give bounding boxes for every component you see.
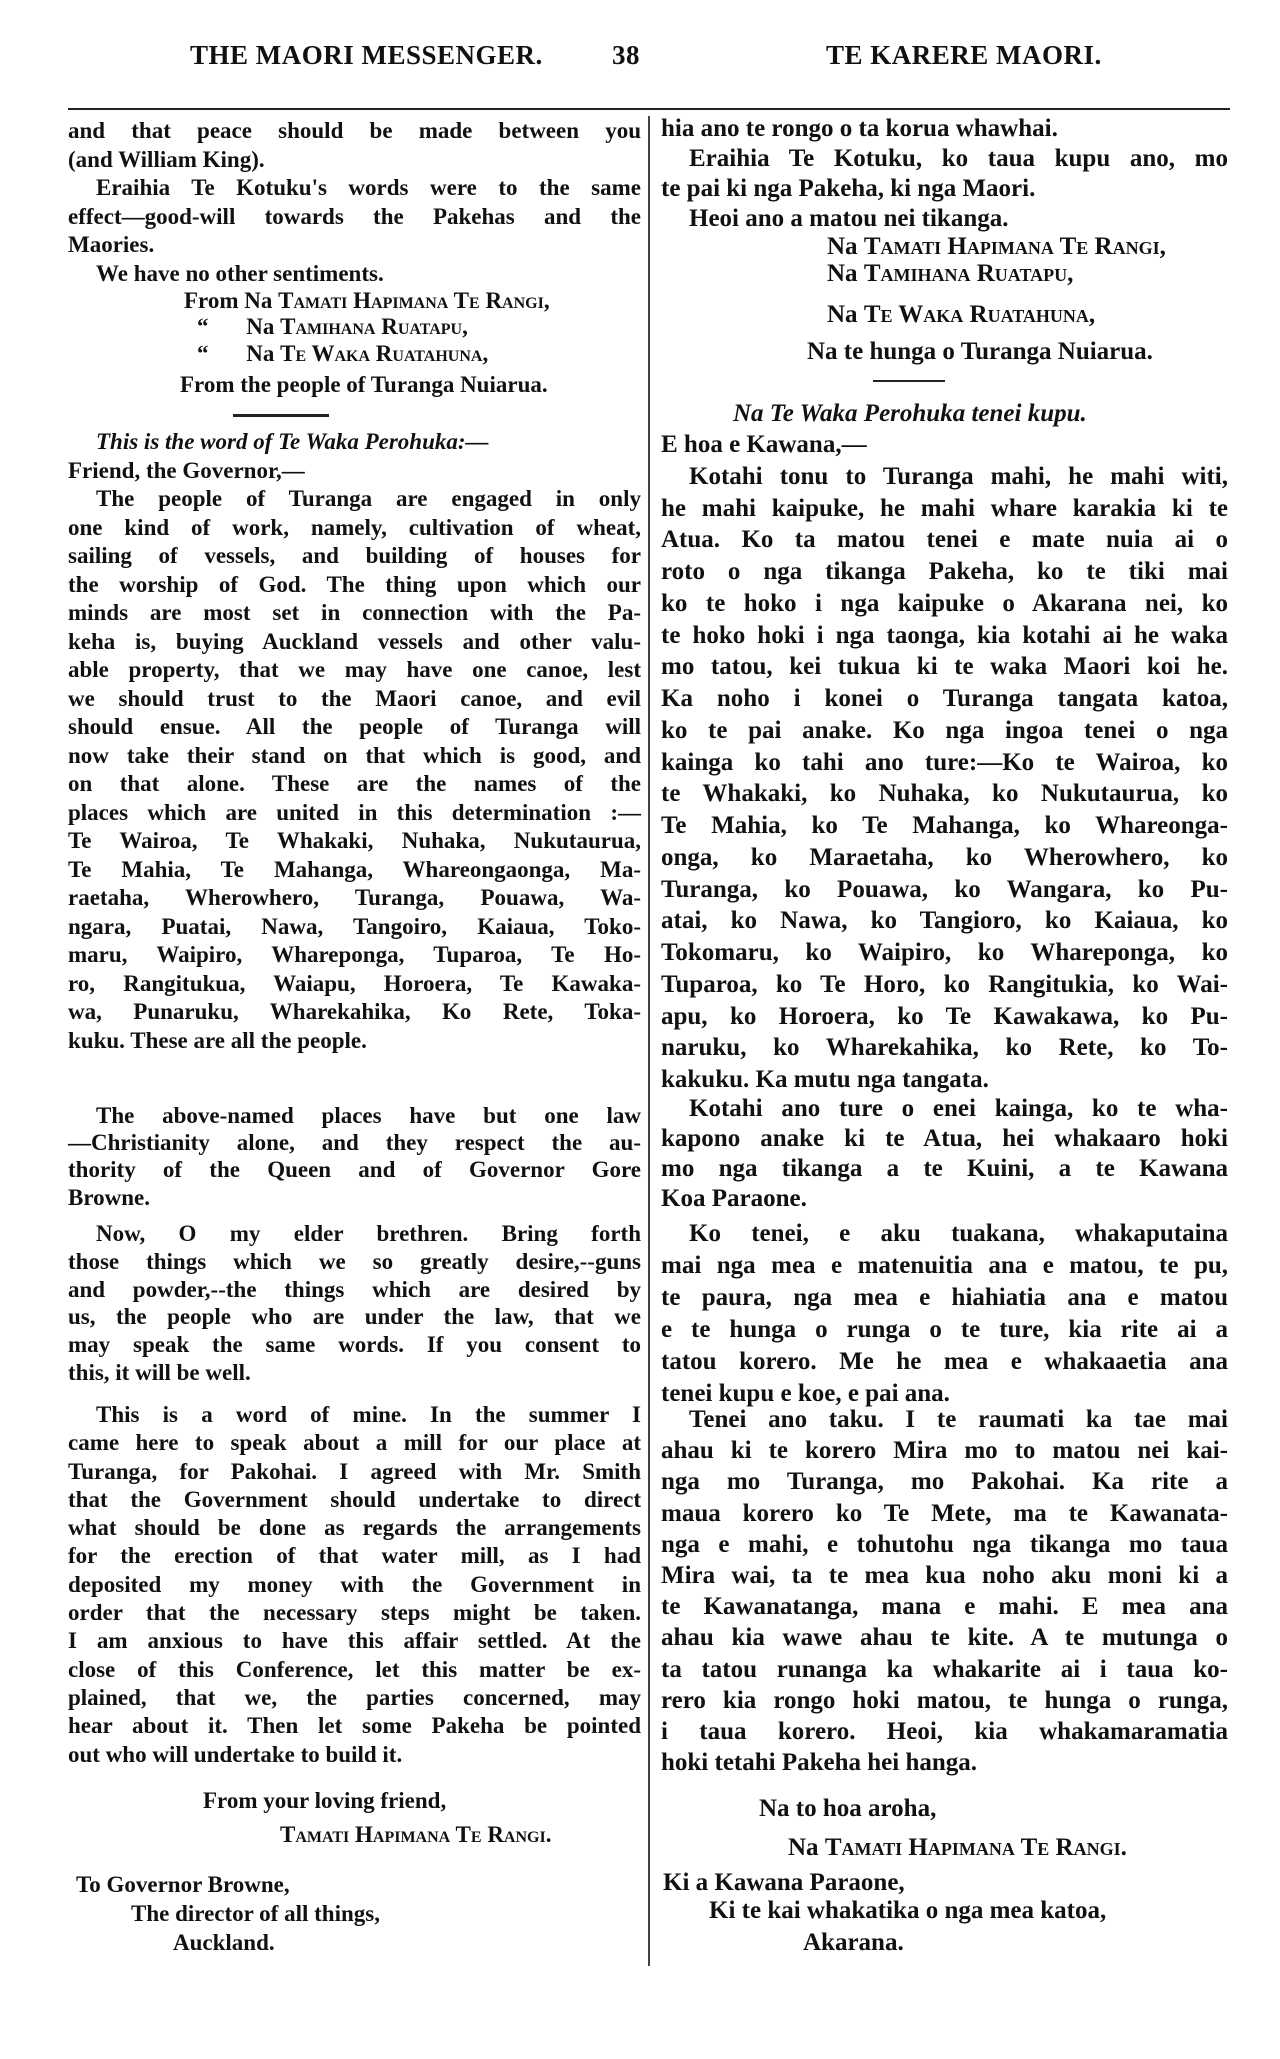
signature-name: Tamihana Ruatapu, xyxy=(280,314,468,339)
text-line: Kotahi tonu to Turanga mahi, he mahi witi, xyxy=(689,462,1228,490)
signature-prefix: From Na xyxy=(184,288,273,313)
text-line: raetaha, Wherowhero, Turanga, Pouawa, Wa- xyxy=(68,885,641,910)
text-line: what should be done as regards the arrangements xyxy=(68,1515,641,1541)
text-line: he mahi kaipuke, he mahi whare karakia ki te xyxy=(661,494,1228,522)
left-signature-2 xyxy=(197,313,468,341)
left-address-2: The director of all things, xyxy=(131,1901,380,1926)
text-line: Mira wai, ta te mea kua noho aku moni ki a xyxy=(661,1562,1228,1590)
paragraph xyxy=(68,485,641,1055)
text-line: came here to speak about a mill for our place at xyxy=(68,1430,641,1456)
text-line: The people of Turanga are engaged in only xyxy=(96,486,641,511)
text-line: maua korero ko Te Mete, ma te Kawanata- xyxy=(661,1499,1228,1527)
text-line: Tenei ano taku. I te raumati ka tae mai xyxy=(689,1406,1228,1433)
text-line: hear about it. Then let some Pakeha be pointed xyxy=(68,1713,641,1739)
right-section-2 xyxy=(661,429,1228,1096)
text-line: out who will undertake to build it. xyxy=(68,1741,403,1767)
text-line: Turanga, for Pakohai. I agreed with Mr. Smith xyxy=(68,1458,641,1484)
left-section-3 xyxy=(68,1102,641,1211)
right-section-5 xyxy=(661,1404,1228,1778)
text-line: ro, Rangitukua, Waiapu, Horoera, Te Kawaka- xyxy=(68,970,641,996)
text-line: and that peace should be made between you xyxy=(68,118,641,143)
text-line: ahau kia wawe ahau te kite. A te mutunga o xyxy=(661,1624,1228,1652)
right-signature-1 xyxy=(827,233,1166,261)
text-line: nga mo Turanga, mo Pakohai. Ka rite a xyxy=(661,1468,1228,1496)
text-line: e te hunga o runga o te ture, kia rite ai a xyxy=(661,1316,1228,1343)
text-line: that the Government should undertake to direct xyxy=(68,1486,641,1512)
paragraph xyxy=(661,1404,1228,1778)
text-line: one kind of work, namely, cultivation of wheat, xyxy=(68,514,641,540)
text-line: we should trust to the Maori canoe, and evil xyxy=(68,685,641,711)
text-line: Te Wairoa, Te Whakaki, Nuhaka, Nukutaurua, xyxy=(68,828,641,853)
left-signature-1 xyxy=(184,287,550,315)
text-line: This is the word of Te Waka Perohuka:— xyxy=(96,429,489,454)
text-line: Tokomaru, ko Waipiro, ko Whareponga, ko xyxy=(661,939,1228,966)
paragraph xyxy=(661,1094,1228,1214)
text-line: te Whakaki, ko Nuhaka, ko Nukutaurua, ko xyxy=(661,780,1228,808)
text-line: wa, Punaruku, Wharekahika, Ko Rete, Toka- xyxy=(68,999,641,1024)
right-section-1 xyxy=(661,114,1228,234)
text-line: ta tatou runanga ka whakarite ai i taua ko- xyxy=(661,1655,1228,1683)
text-line: us, the people who are under the law, that we xyxy=(68,1304,641,1330)
paragraph xyxy=(68,428,641,457)
left-address-3: Auckland. xyxy=(173,1930,275,1955)
text-line: i taua korero. Heoi, kia whakamaramatia xyxy=(661,1718,1228,1746)
text-line: naruku, ko Wharekahika, ko Rete, ko To- xyxy=(661,1034,1228,1062)
signature-prefix: Na xyxy=(246,314,275,339)
text-line: rero kia rongo hoki matou, te hunga o runga, xyxy=(661,1686,1228,1714)
page-number: 38 xyxy=(612,40,640,70)
right-address-1: Ki a Kawana Paraone, xyxy=(663,1869,905,1896)
text-line: Tuparoa, ko Te Horo, ko Rangitukia, ko Wai- xyxy=(661,970,1228,998)
text-line: sailing of vessels, and building of houses for xyxy=(68,543,641,568)
paragraph xyxy=(68,1102,641,1211)
text-line: now take their stand on that which is good, and xyxy=(68,742,641,768)
text-line: maru, Waipiro, Whareponga, Tuparoa, Te Ho- xyxy=(68,942,641,967)
text-line: kuku. These are all the people. xyxy=(68,1027,367,1053)
right-signature-2 xyxy=(827,260,1073,288)
text-line: Heoi ano a matou nei tikanga. xyxy=(689,205,1009,232)
right-signer xyxy=(788,1834,1127,1862)
text-line: Ko tenei, e aku tuakana, whakaputaina xyxy=(689,1220,1228,1247)
text-line: —Christianity alone, and they respect the au- xyxy=(68,1130,641,1156)
text-line: Ka noho i konei o Turanga tangata katoa, xyxy=(661,685,1228,712)
signature-prefix: Na xyxy=(827,301,858,328)
text-line: te paura, nga mea e hiahiatia ana e matou xyxy=(661,1284,1228,1311)
text-line: keha is, buying Auckland vessels and other valu- xyxy=(68,628,641,654)
signature-name: Te Waka Ruatahuna, xyxy=(863,301,1096,328)
paragraph xyxy=(68,457,641,486)
text-line: close of this Conference, let this matter be ex- xyxy=(68,1656,641,1682)
text-line: effect—good-will towards the Pakehas and the xyxy=(68,203,641,229)
text-line: Kotahi ano ture o enei kainga, ko te wha- xyxy=(689,1095,1228,1122)
text-line: E hoa e Kawana,— xyxy=(661,431,867,458)
signer-name: Tamati Hapimana Te Rangi. xyxy=(824,1834,1127,1861)
text-line: nga e mahi, e tohutohu nga tikanga mo taua xyxy=(661,1530,1228,1558)
text-line: Eraihia Te Kotuku, ko taua kupu ano, mo xyxy=(689,145,1228,172)
ditto-mark: “ xyxy=(197,314,209,339)
text-line: for the erection of that water mill, as I had xyxy=(68,1543,641,1569)
text-line: places which are united in this determination :— xyxy=(68,799,641,825)
right-valediction: Na to hoa aroha, xyxy=(759,1795,937,1822)
text-line: te pai ki nga Pakeha, ki nga Maori. xyxy=(661,175,1036,202)
text-line: minds are most set in connection with the Pa- xyxy=(68,600,641,625)
right-section-4 xyxy=(661,1218,1228,1410)
text-line: This is a word of mine. In the summer I xyxy=(96,1402,641,1427)
paragraph xyxy=(68,174,641,260)
section-rule-left xyxy=(233,414,329,417)
left-address-1: To Governor Browne, xyxy=(76,1872,290,1897)
signature-name: Tamati Hapimana Te Rangi, xyxy=(863,233,1166,260)
text-line: ko te hoko i nga kaipuke o Akarana nei, ko xyxy=(661,589,1228,617)
text-line: Te Mahia, Te Mahanga, Whareongaonga, Ma- xyxy=(68,856,641,882)
left-valediction: From your loving friend, xyxy=(203,1788,447,1813)
text-line: hoki tetahi Pakeha hei hanga. xyxy=(661,1749,978,1777)
text-line: mai nga mea e matenuitia ana e matou, te pu, xyxy=(661,1252,1228,1279)
paragraph xyxy=(68,1220,641,1387)
text-line: Browne. xyxy=(68,1184,150,1210)
text-line: those things which we so greatly desire,--guns xyxy=(68,1248,641,1274)
text-line: thority of the Queen and of Governor Gore xyxy=(68,1157,641,1183)
signature-name: Tamati Hapimana Te Rangi, xyxy=(278,288,550,313)
text-line: Atua. Ko ta matou tenei e mate nuia ai o xyxy=(661,526,1228,554)
text-line: (and William King). xyxy=(68,146,265,172)
paragraph xyxy=(68,1401,641,1769)
section-rule-right xyxy=(873,380,945,382)
text-line: order that the necessary steps might be taken. xyxy=(68,1600,641,1626)
left-signer: Tamati Hapimana Te Rangi. xyxy=(280,1822,552,1847)
text-line: Maories. xyxy=(68,232,155,257)
text-line: Now, O my elder brethren. Bring forth xyxy=(96,1221,641,1246)
text-line: apu, ko Horoera, ko Te Kawakawa, ko Pu- xyxy=(661,1002,1228,1030)
text-line: atai, ko Nawa, ko Tangioro, ko Kaiaua, ko xyxy=(661,907,1228,935)
text-line: Te Mahia, ko Te Mahanga, ko Whareonga- xyxy=(661,812,1228,839)
text-line: deposited my money with the Government in xyxy=(68,1571,641,1597)
text-line: tatou korero. Me he mea e whakaaetia ana xyxy=(661,1348,1228,1375)
text-line: roto o nga tikanga Pakeha, ko te tiki mai xyxy=(661,558,1228,585)
text-line: I am anxious to have this affair settled. At the xyxy=(68,1628,641,1654)
text-line: may speak the same words. If you consent to xyxy=(68,1332,641,1358)
ditto-mark: “ xyxy=(197,341,209,366)
text-line: ko te pai anake. Ko nga ingoa tenei o nga xyxy=(661,716,1228,744)
paragraph xyxy=(661,204,1228,234)
signature-prefix: Na xyxy=(827,260,858,287)
left-section-5 xyxy=(68,1401,641,1769)
masthead-maori: TE KARERE MAORI. xyxy=(826,40,1102,70)
text-line: mo nga tikanga a te Kuini, a te Kawana xyxy=(661,1155,1228,1182)
paragraph xyxy=(68,117,641,174)
text-line: kapono anake ki te Atua, hei whakaaro hoki xyxy=(661,1125,1228,1152)
right-section-3 xyxy=(661,1094,1228,1214)
column-divider xyxy=(648,116,650,1966)
text-line: onga, ko Maraetaha, ko Wherowhero, ko xyxy=(661,843,1228,871)
text-line: Friend, the Governor,— xyxy=(68,457,305,483)
right-signature-4: Na te hunga o Turanga Nuiarua. xyxy=(807,338,1153,365)
text-line: should ensue. All the people of Turanga will xyxy=(68,714,641,739)
text-line: able property, that we may have one canoe, lest xyxy=(68,657,641,682)
text-line: mo tatou, kei tukua ki te waka Maori koi he. xyxy=(661,653,1228,681)
text-line: kakuku. Ka mutu nga tangata. xyxy=(661,1066,989,1093)
left-signature-4: From the people of Turanga Nuiarua. xyxy=(180,372,548,397)
right-address-2: Ki te kai whakatika o nga mea katoa, xyxy=(709,1897,1107,1924)
header-rule xyxy=(68,108,1230,110)
left-section-1 xyxy=(68,117,641,288)
right-section-heading: Na Te Waka Perohuka tenei kupu. xyxy=(733,400,1087,427)
text-line: ngara, Puatai, Nawa, Tangoiro, Kaiaua, Toko- xyxy=(68,913,641,939)
text-line: We have no other sentiments. xyxy=(96,260,384,286)
text-line: te Kawanatanga, mana e mahi. E mea ana xyxy=(661,1593,1228,1621)
signature-name: Tamihana Ruatapu, xyxy=(863,260,1074,287)
text-line: hia ano te rongo o ta korua whawhai. xyxy=(661,115,1058,142)
paragraph xyxy=(661,429,1228,461)
text-line: Koa Paraone. xyxy=(661,1185,807,1212)
paragraph xyxy=(661,114,1228,144)
left-section-4 xyxy=(68,1220,641,1387)
text-line: ahau ki te korero Mira mo to matou nei kai- xyxy=(661,1437,1228,1465)
text-line: the worship of God. The thing upon which our xyxy=(68,571,641,597)
right-signature-3 xyxy=(827,301,1095,329)
paragraph xyxy=(661,1218,1228,1410)
text-line: tenei kupu e koe, e pai ana. xyxy=(661,1380,950,1407)
signature-prefix: Na xyxy=(827,233,858,260)
masthead-english: THE MAORI MESSENGER. xyxy=(190,40,543,70)
signer-prefix: Na xyxy=(788,1834,819,1861)
signature-prefix: Na xyxy=(246,341,275,366)
paragraph xyxy=(68,260,641,289)
left-section-2 xyxy=(68,428,641,1055)
text-line: te hoko hoki i nga taonga, kia kotahi ai he waka xyxy=(661,621,1228,649)
paragraph xyxy=(661,461,1228,1096)
text-line: Turanga, ko Pouawa, ko Wangara, ko Pu- xyxy=(661,875,1228,903)
text-line: this, it will be well. xyxy=(68,1359,251,1385)
right-address-3: Akarana. xyxy=(803,1929,904,1956)
text-line: and powder,--the things which are desired by xyxy=(68,1276,641,1302)
text-line: kainga ko tahi ano ture:—Ko te Wairoa, ko xyxy=(661,748,1228,776)
text-line: The above-named places have but one law xyxy=(96,1103,641,1128)
text-line: Eraihia Te Kotuku's words were to the same xyxy=(96,175,641,200)
paragraph xyxy=(661,144,1228,204)
signature-name: Te Waka Ruatahuna, xyxy=(280,341,489,366)
left-signature-3 xyxy=(197,340,488,368)
text-line: plained, that we, the parties concerned, may xyxy=(68,1684,641,1710)
text-line: on that alone. These are the names of the xyxy=(68,771,641,796)
